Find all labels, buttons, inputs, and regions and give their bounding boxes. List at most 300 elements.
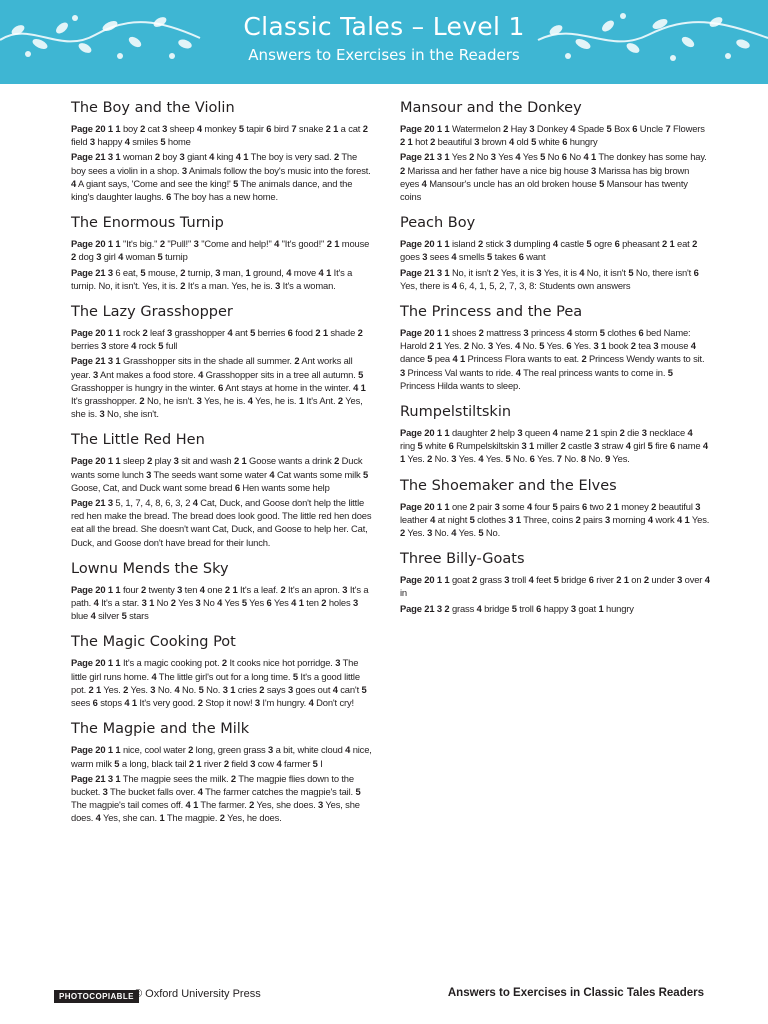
answer-text: No: [566, 151, 584, 163]
answer-number: 6: [614, 238, 620, 250]
section-the-shoemaker-and-the-elves: [400, 475, 710, 540]
answer-number: 3: [427, 527, 433, 539]
answer-number: 7: [556, 453, 562, 465]
answer-number: 1: [115, 355, 121, 367]
answer-text: beautiful: [656, 500, 696, 512]
answer-text: The magpie.: [164, 812, 220, 824]
answer-number: 3: [494, 500, 500, 512]
answer-text: river: [201, 757, 224, 769]
answer-number: 3: [107, 266, 113, 278]
answer-number: 4: [291, 597, 297, 609]
answer-text: Yes: [246, 597, 267, 609]
answer-text: ring: [400, 440, 418, 452]
answer-number: 3: [536, 266, 542, 278]
answer-number: 3: [517, 427, 523, 439]
answer-number: Page 20: [400, 327, 435, 339]
answer-number: 1: [243, 151, 249, 163]
answer-text: storm: [572, 327, 600, 339]
answer-number: 4: [552, 238, 558, 250]
section-the-little-red-hen: [71, 429, 373, 548]
answer-number: 6: [562, 136, 568, 148]
answer-text: It's a woman.: [280, 279, 336, 291]
answer-number: 6: [518, 251, 524, 263]
answer-number: 2: [585, 427, 591, 439]
answer-number: 2: [321, 597, 327, 609]
section-title: The Shoemaker and the Elves: [400, 477, 617, 494]
answer-number: 4: [209, 151, 215, 163]
answer-text: troll: [516, 602, 537, 614]
answer-number: 6: [92, 697, 98, 709]
answer-number: 8: [580, 453, 586, 465]
answer-number: 2: [493, 266, 499, 278]
answer-text: sleep: [120, 455, 148, 467]
answer-number: 3: [102, 785, 108, 797]
answer-number: 3: [250, 757, 256, 769]
answer-text: It's grasshopper.: [71, 395, 140, 407]
answer-number: 1: [590, 151, 597, 163]
answer-number: 1: [115, 657, 121, 669]
answer-number: 6: [561, 151, 567, 163]
answer-number: 3: [141, 597, 147, 609]
answer-text: home: [165, 136, 191, 148]
answer-number: 4: [124, 136, 130, 148]
answer-number: Page 20: [400, 123, 435, 134]
answer-text: The animals dance, and the king's daughter laughs.: [71, 177, 353, 203]
answer-text: play: [152, 455, 174, 467]
answer-number: 1: [115, 744, 121, 756]
answer-number: 5: [198, 683, 204, 695]
answer-number: 4: [247, 395, 253, 407]
answer-number: Page 21: [71, 151, 106, 163]
section-mansour-and-the-donkey: [400, 97, 710, 203]
answer-text: No.: [510, 453, 530, 465]
answer-number: 3: [641, 427, 647, 439]
answer-text: The donkey has some hay.: [596, 151, 707, 163]
answer-text: Watermelon: [449, 123, 504, 134]
answer-number: 4: [308, 697, 314, 709]
answer-number: 4: [451, 251, 457, 263]
answer-number: 3: [275, 279, 281, 291]
answer-text: Yes.: [405, 453, 428, 465]
answer-number: 2: [503, 123, 509, 134]
footer-title: Answers to Exercises in Classic Tales Readers: [447, 987, 704, 999]
section-lownu-mends-the-sky: [71, 558, 373, 623]
answer-text: Mansour has twenty coins: [400, 177, 688, 203]
answer-text: No, there isn't: [633, 266, 694, 278]
answer-paragraph: [400, 426, 710, 466]
answer-number: 5: [478, 527, 484, 539]
answer-number: 5: [539, 340, 545, 352]
answer-number: 2: [362, 123, 368, 134]
answer-number: 1: [115, 123, 121, 134]
answer-number: 3: [474, 136, 480, 148]
answer-number: 2: [221, 657, 227, 669]
answer-number: 3: [523, 327, 529, 339]
answer-text: silver: [95, 610, 122, 622]
answer-number: 4: [526, 500, 533, 512]
answer-text: help: [495, 427, 518, 439]
answer-text: Hay: [508, 123, 530, 134]
answer-text: eat: [674, 238, 693, 250]
answer-number: 5: [469, 513, 475, 525]
answer-text: No, it isn't: [584, 266, 629, 278]
answer-number: Page 21: [400, 266, 435, 278]
answer-number: 3: [179, 151, 185, 163]
answer-number: 6: [588, 574, 594, 586]
answer-number: 2: [400, 527, 406, 539]
answer-text: Donkey: [534, 123, 571, 134]
answer-number: 2: [154, 151, 160, 163]
answer-number: 2: [140, 583, 147, 595]
answer-number: Page 21: [400, 602, 435, 614]
section-title: The Princess and the Pea: [400, 304, 583, 321]
answer-text: The magpie flies down to the bucket.: [71, 772, 354, 797]
answer-number: 6: [566, 340, 572, 352]
answer-text: tea: [635, 340, 654, 352]
answer-text: Yes.: [689, 513, 710, 525]
answer-text: It's an apron.: [285, 583, 343, 595]
answer-number: 1: [444, 327, 450, 339]
answer-text: field: [71, 136, 90, 148]
answer-text: Yes.: [493, 340, 516, 352]
answer-number: 1: [326, 266, 332, 278]
answer-number: 2: [280, 583, 286, 595]
answer-number: Page 20: [71, 657, 106, 669]
answer-text: grass: [477, 574, 505, 586]
answer-text: It's a star.: [98, 597, 142, 609]
answer-text: No.: [561, 453, 581, 465]
answer-text: hungry: [603, 602, 634, 614]
answer-number: 2: [478, 238, 484, 250]
answer-text: Marissa and her father have a nice big house: [405, 164, 592, 176]
answer-number: 4: [583, 151, 589, 163]
answer-number: 1: [669, 238, 675, 250]
answer-text: Goose wants a drink: [246, 455, 335, 467]
answer-number: 3: [591, 164, 597, 176]
answer-number: 2: [469, 151, 475, 163]
answer-number: 3: [181, 164, 187, 176]
answer-number: 2: [123, 683, 129, 695]
answer-number: 5: [157, 251, 163, 263]
answer-number: 2: [357, 327, 363, 339]
answer-text: It's a man. Yes, he is.: [185, 279, 276, 291]
answer-number: 2: [140, 123, 146, 134]
answer-number: 1: [149, 597, 155, 609]
answer-text: The boy has a new home.: [171, 191, 278, 203]
answer-number: 1: [444, 238, 450, 250]
answer-text: castle: [557, 238, 587, 250]
footer: [0, 986, 768, 1006]
answer-number: 4: [332, 683, 338, 695]
answer-text: cow: [255, 757, 277, 769]
answer-text: in: [400, 587, 407, 599]
answer-number: 3: [570, 602, 576, 614]
answer-text: goat: [575, 602, 599, 614]
answer-text: The boy is very sad.: [248, 151, 334, 163]
answer-number: 2: [490, 427, 496, 439]
answer-number: 1: [459, 353, 466, 365]
answer-text: clothes: [604, 327, 639, 339]
answer-number: Page 21: [71, 497, 106, 509]
answer-number: 3: [96, 251, 102, 263]
answer-text: troll: [509, 574, 529, 586]
answer-number: 1: [407, 136, 413, 148]
answer-number: 5: [361, 683, 367, 695]
answer-number: 3: [177, 583, 183, 595]
answer-number: 3: [422, 251, 428, 263]
answer-number: 1: [230, 683, 236, 695]
answer-number: 5: [599, 177, 605, 189]
answer-number: 1: [444, 123, 450, 134]
answer-number: 2: [643, 574, 649, 586]
answer-number: 4: [687, 427, 693, 439]
answer-number: 4: [286, 266, 292, 278]
answer-text: giant: [184, 151, 210, 163]
answer-text: No: [154, 597, 171, 609]
answer-number: 1: [115, 772, 121, 784]
answer-number: 3: [490, 151, 496, 163]
answer-number: 6: [266, 597, 272, 609]
answer-number: 6: [166, 191, 172, 203]
answer-number: 2: [233, 455, 240, 467]
answer-number: 4: [192, 497, 198, 509]
answer-number: 2: [630, 340, 636, 352]
answer-text: No: [200, 597, 218, 609]
answer-text: ten: [303, 597, 322, 609]
section-title: The Little Red Hen: [71, 432, 205, 449]
answer-number: 3: [436, 266, 442, 278]
answer-number: 3: [508, 513, 514, 525]
answer-text: pea: [432, 353, 453, 365]
answer-number: 4: [476, 602, 482, 614]
answer-text: Yes, she can.: [100, 812, 160, 824]
answer-text: long, green grass: [193, 744, 269, 756]
answer-number: Page 20: [400, 500, 435, 512]
answer-text: Yes: [449, 151, 470, 163]
answer-text: No, he isn't.: [144, 395, 197, 407]
answer-text: man,: [220, 266, 246, 278]
answer-number: 4: [647, 513, 653, 525]
answer-text: clothes: [474, 513, 509, 525]
answer-text: Yes.: [456, 527, 479, 539]
answer-text: shoes: [449, 327, 479, 339]
answer-text: nice, cool water: [120, 744, 189, 756]
answer-number: 3: [593, 340, 599, 352]
answer-text: turnip,: [185, 266, 216, 278]
answer-paragraph: [71, 656, 373, 709]
answer-text: a cat: [338, 123, 363, 134]
answer-text: Goose, Cat, and Duck want some bread: [71, 481, 235, 493]
answer-number: 1: [115, 151, 121, 163]
answer-text: Yes, it is: [541, 266, 580, 278]
answer-text: mattress: [483, 327, 524, 339]
answer-text: Uncle: [637, 123, 666, 134]
answer-number: 1: [444, 151, 450, 163]
answer-number: 2: [478, 327, 484, 339]
copyright-text: © Oxford University Press: [134, 988, 261, 1000]
answer-number: 2: [139, 395, 145, 407]
answer-number: 4: [217, 597, 223, 609]
answer-number: 4: [118, 251, 124, 263]
answer-number: 4: [451, 527, 457, 539]
answer-text: Yes, she does.: [71, 799, 360, 824]
answer-number: 4: [451, 279, 457, 291]
answer-text: Animals follow the boy's music into the forest.: [186, 164, 371, 176]
answer-number: 4: [515, 366, 521, 378]
answer-text: The magpie's tail comes off.: [71, 799, 186, 811]
section-the-magic-cooking-pot: [71, 631, 373, 709]
section-the-boy-and-the-violin: [71, 97, 373, 203]
answer-text: It's a path.: [71, 583, 369, 609]
answer-number: 2: [444, 602, 450, 614]
answer-number: 2: [606, 500, 612, 512]
answer-number: 2: [619, 427, 625, 439]
answer-number: 3: [99, 408, 105, 420]
answer-text: rock: [120, 327, 143, 339]
answer-number: 2: [661, 238, 668, 250]
answer-text: stick: [483, 238, 506, 250]
answer-text: bridge: [481, 602, 512, 614]
answer-text: feet: [533, 574, 554, 586]
answer-text: sees: [71, 697, 93, 709]
answer-text: "Come and help!": [198, 238, 275, 250]
answer-number: 5: [233, 177, 239, 189]
answer-number: 2: [429, 340, 435, 352]
answer-number: 2: [180, 266, 186, 278]
answer-number: 2: [88, 683, 94, 695]
answer-number: 1: [444, 266, 450, 278]
answer-number: Page 21: [71, 772, 106, 784]
answer-text: tapir: [243, 123, 267, 134]
answer-text: No.: [155, 683, 175, 695]
answer-number: 5: [628, 266, 634, 278]
answer-paragraph: [400, 602, 710, 615]
answer-text: It's very good.: [136, 697, 198, 709]
answer-text: bird: [271, 123, 292, 134]
answer-number: 2: [71, 251, 77, 263]
answer-number: 3: [173, 455, 179, 467]
answer-number: 3: [107, 151, 113, 163]
section-title: Peach Boy: [400, 215, 476, 232]
answer-number: 2: [223, 757, 229, 769]
answer-text: It's a magic cooking pot.: [120, 657, 222, 669]
answer-text: Princess Hilda wants to sleep.: [400, 379, 521, 391]
answer-number: 3: [287, 683, 294, 695]
answer-text: No.: [520, 340, 540, 352]
answer-number: 2: [180, 279, 186, 291]
section-the-princess-and-the-pea: [400, 301, 710, 392]
section-title: Mansour and the Donkey: [400, 100, 582, 116]
answer-text: No, she isn't.: [104, 408, 159, 420]
answer-text: dance: [400, 353, 428, 365]
answer-number: 4: [452, 353, 458, 365]
answer-number: 1: [107, 123, 113, 134]
answer-text: move: [291, 266, 319, 278]
answer-text: straw: [599, 440, 626, 452]
answer-text: The bucket falls over.: [107, 785, 198, 797]
answer-text: Yes: [495, 151, 516, 163]
answer-number: 1: [159, 812, 165, 824]
answer-text: A giant says, 'Come and see the king!': [76, 177, 234, 189]
answer-number: 3: [268, 744, 274, 756]
answer-text: berries: [255, 327, 288, 339]
answer-number: 1: [613, 500, 619, 512]
answer-number: 6: [218, 381, 224, 393]
answer-text: happy: [94, 136, 125, 148]
answer-number: 4: [151, 670, 157, 682]
answer-text: Hen wants some help: [239, 481, 330, 493]
answer-text: Duck wants some lunch: [71, 455, 363, 480]
answer-number: 2: [651, 500, 657, 512]
answer-text: "It's big.": [120, 238, 160, 250]
answer-paragraph: [71, 772, 373, 825]
answer-text: hungry: [567, 136, 598, 148]
answer-text: No.: [468, 340, 488, 352]
answer-text: It's Ant.: [303, 395, 338, 407]
answer-number: 2: [197, 697, 203, 709]
answer-text: Grasshopper is hungry in the winter.: [71, 381, 219, 393]
answer-number: 5: [487, 251, 493, 263]
section-title: Rumpelstiltskin: [400, 404, 512, 421]
answer-text: dumpling: [511, 238, 553, 250]
answer-text: castle: [565, 440, 595, 452]
answer-text: Yes.: [128, 683, 151, 695]
answer-text: Stop it now!: [202, 697, 255, 709]
answer-text: Spade: [575, 123, 607, 134]
answer-number: 3: [342, 583, 348, 595]
answer-number: 2: [427, 453, 433, 465]
answer-number: 6: [448, 440, 454, 452]
answer-number: 1: [333, 123, 339, 134]
answer-number: Page 21: [400, 151, 435, 163]
answer-number: 2: [616, 574, 622, 586]
answer-text: food: [292, 327, 316, 339]
answer-paragraph: [71, 122, 373, 148]
answer-text: hot: [412, 136, 431, 148]
answer-text: Yes, he is.: [252, 395, 299, 407]
answer-number: 2: [326, 238, 332, 250]
answer-text: white: [422, 440, 449, 452]
answer-text: brown: [479, 136, 509, 148]
section-the-magpie-and-the-milk: [71, 718, 373, 824]
answer-number: 4: [421, 177, 427, 189]
answer-text: some: [499, 500, 527, 512]
section-title: The Lazy Grasshopper: [71, 304, 233, 321]
answer-number: 1: [196, 757, 202, 769]
answer-text: daughter: [449, 427, 491, 439]
answer-text: No: [545, 151, 562, 163]
answer-number: 6: [670, 440, 676, 452]
answer-text: No, it isn't: [449, 266, 494, 278]
answer-text: Yes: [175, 597, 196, 609]
answer-text: It cooks nice hot porridge.: [227, 657, 336, 669]
answer-number: 3: [195, 597, 201, 609]
answer-number: 2: [188, 744, 194, 756]
answer-paragraph: [400, 150, 710, 203]
answer-paragraph: [400, 573, 710, 599]
answer-number: 4: [196, 123, 202, 134]
answer-number: 5: [363, 468, 369, 480]
answer-number: 2: [575, 513, 581, 525]
answer-number: 1: [444, 574, 450, 586]
answer-number: 2: [469, 500, 475, 512]
answer-text: Marissa has big brown eyes: [400, 164, 690, 189]
answer-text: No.: [432, 453, 452, 465]
answer-number: 3: [695, 500, 701, 512]
answer-number: 6: [693, 266, 699, 278]
answer-number: 1: [444, 500, 450, 512]
answer-number: 1: [436, 500, 442, 512]
